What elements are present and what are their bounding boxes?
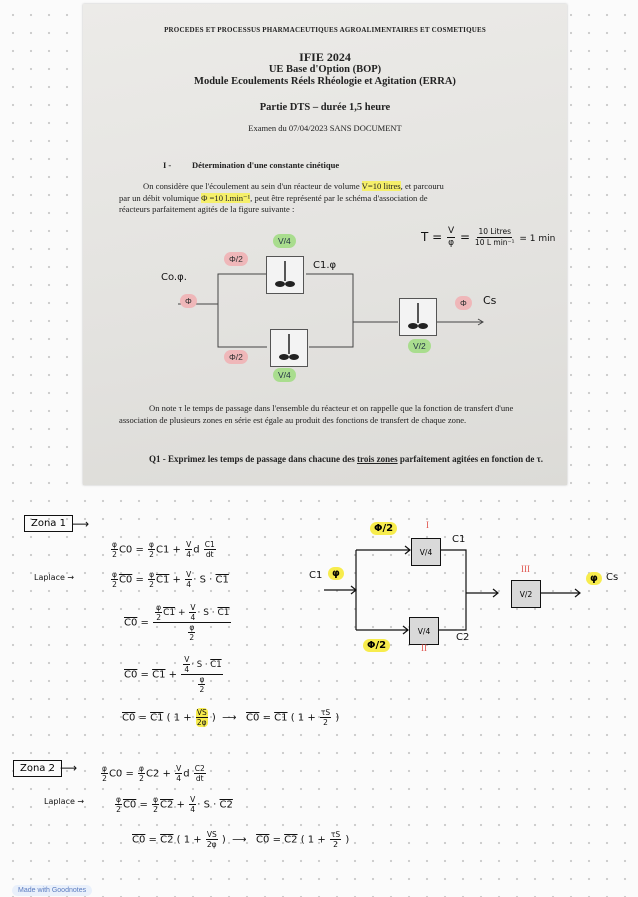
label-phi-out: Φ xyxy=(455,296,472,310)
exam-title: IFIE 2024 xyxy=(299,50,351,64)
eq-zone1-balance: $\frac{\varphi}{2}$ C0 = $\frac{\varphi}{2}$ C1 + $\frac{V}{4}$ d $\frac{C1}{dt}$ xyxy=(112,540,215,559)
eq-zone1-result: C0 = C1 ( 1 + $\frac{VS}{2\varphi}$ ) ⟶ C0 = C1 ( 1 + $\frac{\tau S}{2}$ ) xyxy=(122,708,340,727)
hand-phi: φ xyxy=(448,238,455,248)
exam-date: Examen du 07/04/2023 SANS DOCUMENT xyxy=(248,123,402,133)
section-title: Détermination d'une constante cinétique xyxy=(192,160,340,170)
label-v2: V/2 xyxy=(408,339,431,353)
hand-tau-formula: T = $\frac{V}{\varphi}$ = $\frac{\text{10 Litres}}{\text{10 L min⁻¹}}$ = 1 min xyxy=(421,226,556,248)
hand-c0phi: Co.φ. xyxy=(161,272,187,283)
roman-1: I xyxy=(426,520,429,530)
hand-c2-out: C2 xyxy=(456,632,470,643)
label-phi2-top: Φ/2 xyxy=(224,252,248,266)
eq-zone2-balance: $\frac{\varphi}{2}$ C0 = $\frac{\varphi}{2}$ C2 + $\frac{V}{4}$ d $\frac{C2}{dt}$ xyxy=(102,764,205,783)
eq-zone1-laplace: $\frac{\varphi}{2}$ C0 = $\frac{\varphi}{2}$ C1 + $\frac{V}{4}$ · S · C1 xyxy=(112,570,229,589)
label-phi-in: Φ xyxy=(180,294,197,308)
hand-tank-2 xyxy=(409,617,439,645)
eq-zone2-laplace: $\frac{\varphi}{2}$ C0 = $\frac{\varphi}{2}$ C2 + $\frac{V}{4}$ · S · C2 xyxy=(116,795,233,814)
hand-phi-out: φ xyxy=(586,572,602,585)
eq-zone1-solve: C0 = $\frac{\varphi}{2}$ C1 + $\frac{V}{4}$ · S · C1 $\frac{\varphi}{2}$ xyxy=(124,603,230,642)
intro-text-b: , et parcouru xyxy=(400,181,444,191)
hand-phi-in: φ xyxy=(328,567,344,580)
label-v4-top: V/4 xyxy=(273,234,296,248)
roman-2: II xyxy=(421,643,427,653)
flow-highlight: Φ =10 l.min⁻¹ xyxy=(201,192,251,203)
q1-label: Q1 - Exprimez les temps de passage dans chacune des xyxy=(149,454,355,464)
hand-phi2-bottom: Φ/2 xyxy=(363,639,390,652)
hand-v: V xyxy=(448,226,455,236)
goodnotes-badge[interactable]: Made with Goodnotes xyxy=(12,885,92,896)
hand-tau: T = xyxy=(421,230,443,244)
label-v4-bottom: V/4 xyxy=(273,368,296,382)
exam-subtitle-2: Module Ecoulements Réels Rhéologie et Agitation (ERRA) xyxy=(194,76,456,87)
exam-part: Partie DTS – durée 1,5 heure xyxy=(259,102,391,113)
hand-tank-1-label: V/4 xyxy=(419,547,433,557)
exam-header: PROCEDES ET PROCESSUS PHARMACEUTIQUES AGROALIMENTAIRES ET COSMETIQUES xyxy=(164,26,486,34)
eq-zone2-result: C0 = C2 ( 1 + $\frac{VS}{2\varphi}$ ) ⟶ C0 = C2 ( 1 + $\frac{\tau S}{2}$ ) xyxy=(132,830,350,849)
zone-2-arrow: ⟶ xyxy=(60,761,78,775)
hand-phi2-top: Φ/2 xyxy=(370,522,397,535)
zone-1-box: Zona 1 xyxy=(24,515,73,532)
zone-1-arrow: ⟶ xyxy=(72,517,90,531)
volume-highlight: V=10 litres xyxy=(361,181,401,191)
hand-cs: Cs xyxy=(606,572,619,583)
label-phi2-bottom: Φ/2 xyxy=(224,350,248,364)
hand-den: 10 L min⁻¹ xyxy=(474,238,515,247)
hand-num: 10 Litres xyxy=(478,227,512,236)
passage-time-paragraph: On note τ le temps de passage dans l'ensemble du réacteur et on rappelle que la fonction de transfert d'une association de plusieurs zones en série est égale au produit des fonctions de transfert de chaque zone. xyxy=(119,403,514,425)
hand-cs: Cs xyxy=(483,294,497,307)
laplace-label-1: Laplace → xyxy=(34,573,75,582)
q1-end: parfaitement agitées en fonction de τ. xyxy=(399,454,543,464)
hand-tank-2-label: V/4 xyxy=(417,626,431,636)
exam-subtitle-1: UE Base d'Option (BOP) xyxy=(268,64,382,75)
section-number: I - xyxy=(163,160,172,170)
intro-text-a: On considère que l'écoulement au sein d'un réacteur de volume xyxy=(143,181,360,191)
roman-3: III xyxy=(521,564,530,574)
hand-tank-3-label: V/2 xyxy=(519,589,533,599)
hand-c1-out: C1 xyxy=(452,534,466,545)
intro-text-e: réacteurs parfaitement agités de la figure suivante : xyxy=(119,204,295,214)
q1-underlined: trois zones xyxy=(357,454,398,464)
hand-result: = 1 min xyxy=(519,234,556,244)
laplace-label-2: Laplace → xyxy=(44,797,85,806)
zone-2-box: Zona 2 xyxy=(13,760,62,777)
hand-c1-in: C1 xyxy=(309,570,323,581)
intro-text-c: par un débit volumique xyxy=(119,192,199,203)
hand-tank-1 xyxy=(411,538,441,566)
intro-text-d: , peut être représenté par le schéma d'association de xyxy=(250,192,428,203)
eq-zone1-simplify: C0 = C1 + $\frac{V}{4}$ · S · C1 $\frac{\varphi}{2}$ xyxy=(124,655,222,694)
hand-c1phi: C1.φ xyxy=(313,260,337,271)
hand-tank-3 xyxy=(511,580,541,608)
